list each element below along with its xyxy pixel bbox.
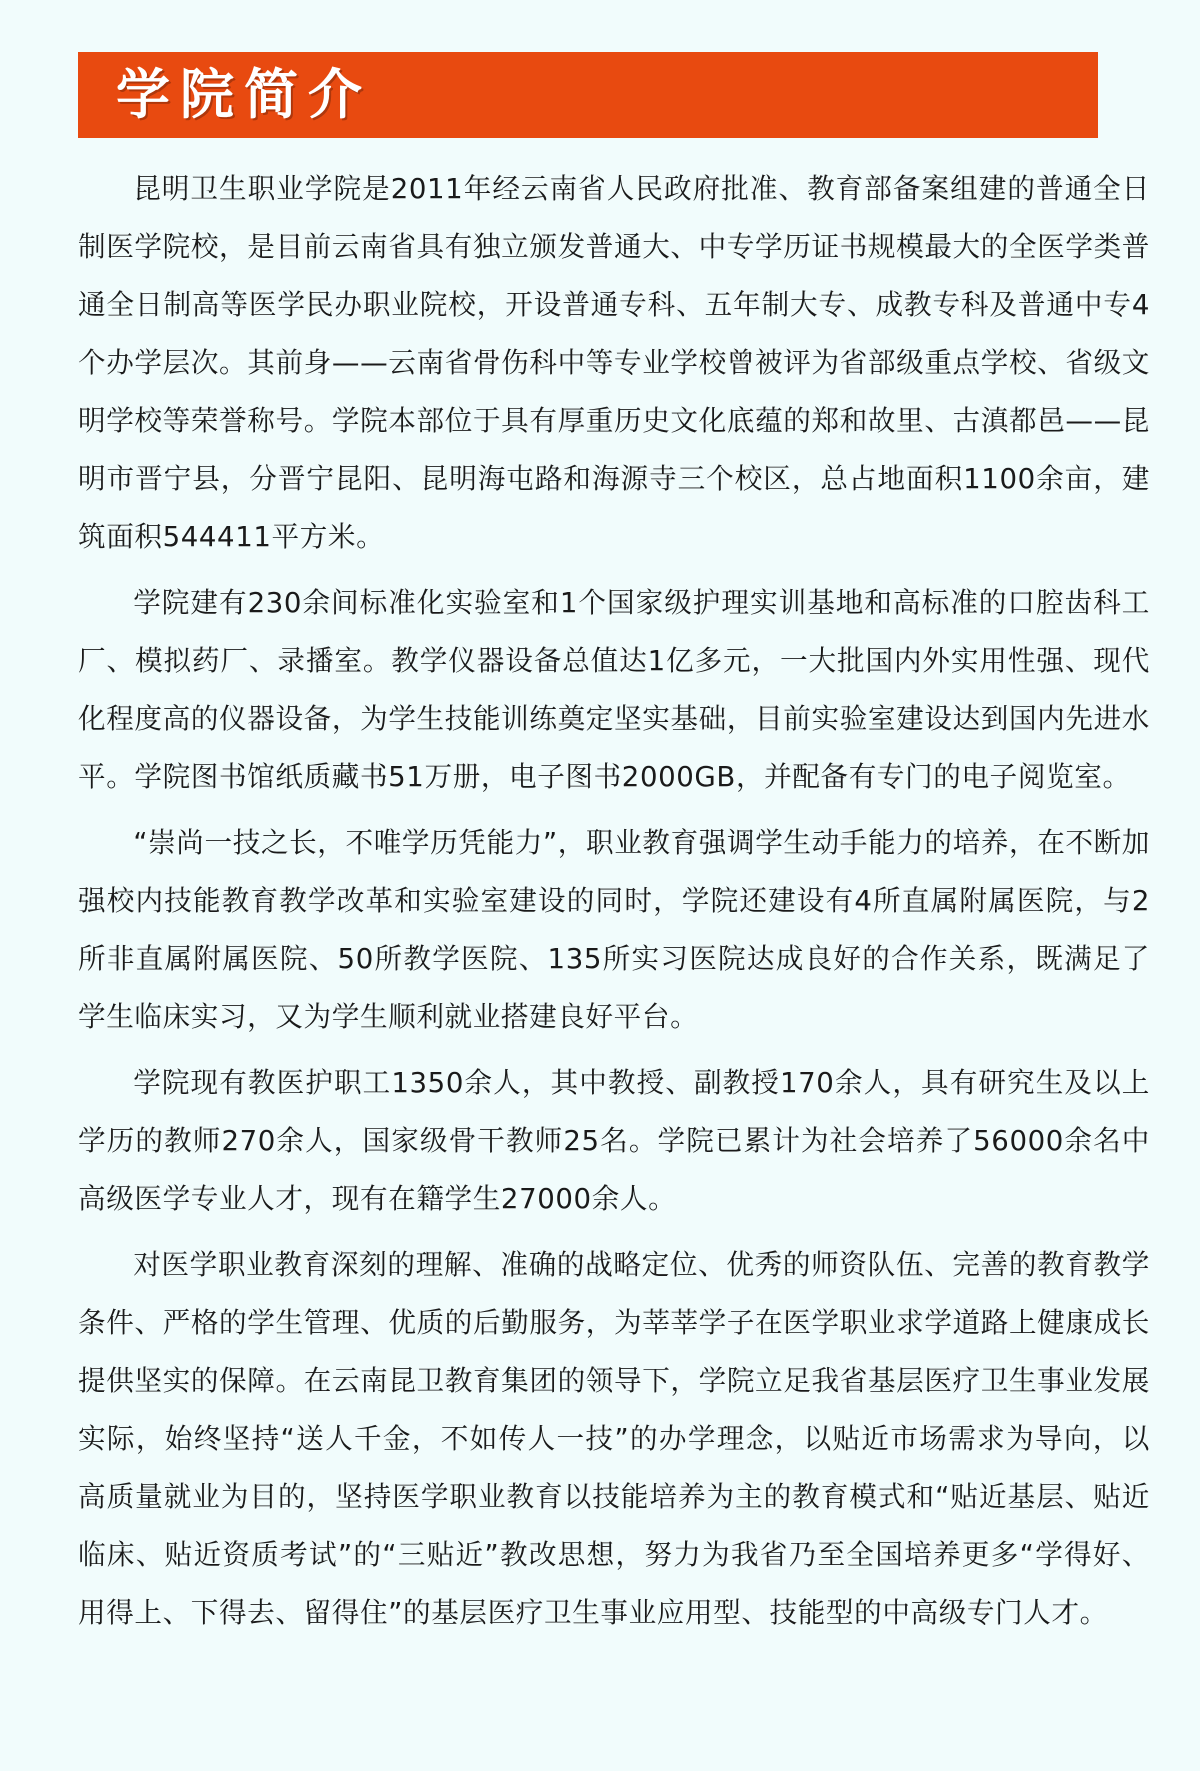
article-body [78,160,1150,1642]
paragraph-practice: “崇尚一技之长，不唯学历凭能力”，职业教育强调学生动手能力的培养，在不断加强校内技能教育教学改革和实验室建设的同时，学院还建设有4所直属附属医院，与2所非直属附属医院、50所教学医院、135所实习医院达成良好的合作关系，既满足了学生临床实习，又为学生顺利就业搭建良好平台。 [78,826,1150,1033]
paragraph-philosophy: 对医学职业教育深刻的理解、准确的战略定位、优秀的师资队伍、完善的教育教学条件、严格的学生管理、优质的后勤服务，为莘莘学子在医学职业求学道路上健康成长提供坚实的保障。在云南昆卫教育集团的领导下，学院立足我省基层医疗卫生事业发展实际，始终坚持“送人千金，不如传人一技”的办学理念，以贴近市场需求为导向，以高质量就业为目的，坚持医学职业教育以技能培养为主的教育模式和“贴近基层、贴近临床、贴近资质考试”的“三贴近”教改思想，努力为我省乃至全国培养更多“学得好、用得上、下得去、留得住”的基层医疗卫生事业应用型、技能型的中高级专门人才。 [78,1248,1150,1629]
paragraph-facilities: 学院建有230余间标准化实验室和1个国家级护理实训基地和高标准的口腔齿科工厂、模拟药厂、录播室。教学仪器设备总值达1亿多元，一大批国内外实用性强、现代化程度高的仪器设备，为学生技能训练奠定坚实基础，目前实验室建设达到国内先进水平。学院图书馆纸质藏书51万册，电子图书2000GB，并配备有专门的电子阅览室。 [78,586,1150,793]
section-title-bar [78,52,1098,138]
paragraph-staff: 学院现有教医护职工1350余人，其中教授、副教授170余人，具有研究生及以上学历的教师270余人，国家级骨干教师25名。学院已累计为社会培养了56000余名中高级医学专业人才，现有在籍学生27000余人。 [78,1066,1150,1215]
page-title: 学院简介 [116,63,372,126]
paragraph-overview: 昆明卫生职业学院是2011年经云南省人民政府批准、教育部备案组建的普通全日制医学院校，是目前云南省具有独立颁发普通大、中专学历证书规模最大的全医学类普通全日制高等医学民办职业院校，开设普通专科、五年制大专、成教专科及普通中专4个办学层次。其前身——云南省骨伤科中等专业学校曾被评为省部级重点学校、省级文明学校等荣誉称号。学院本部位于具有厚重历史文化底蕴的郑和故里、古滇都邑——昆明市晋宁县，分晋宁昆阳、昆明海屯路和海源寺三个校区，总占地面积1100余亩，建筑面积544411平方米。 [78,172,1150,553]
